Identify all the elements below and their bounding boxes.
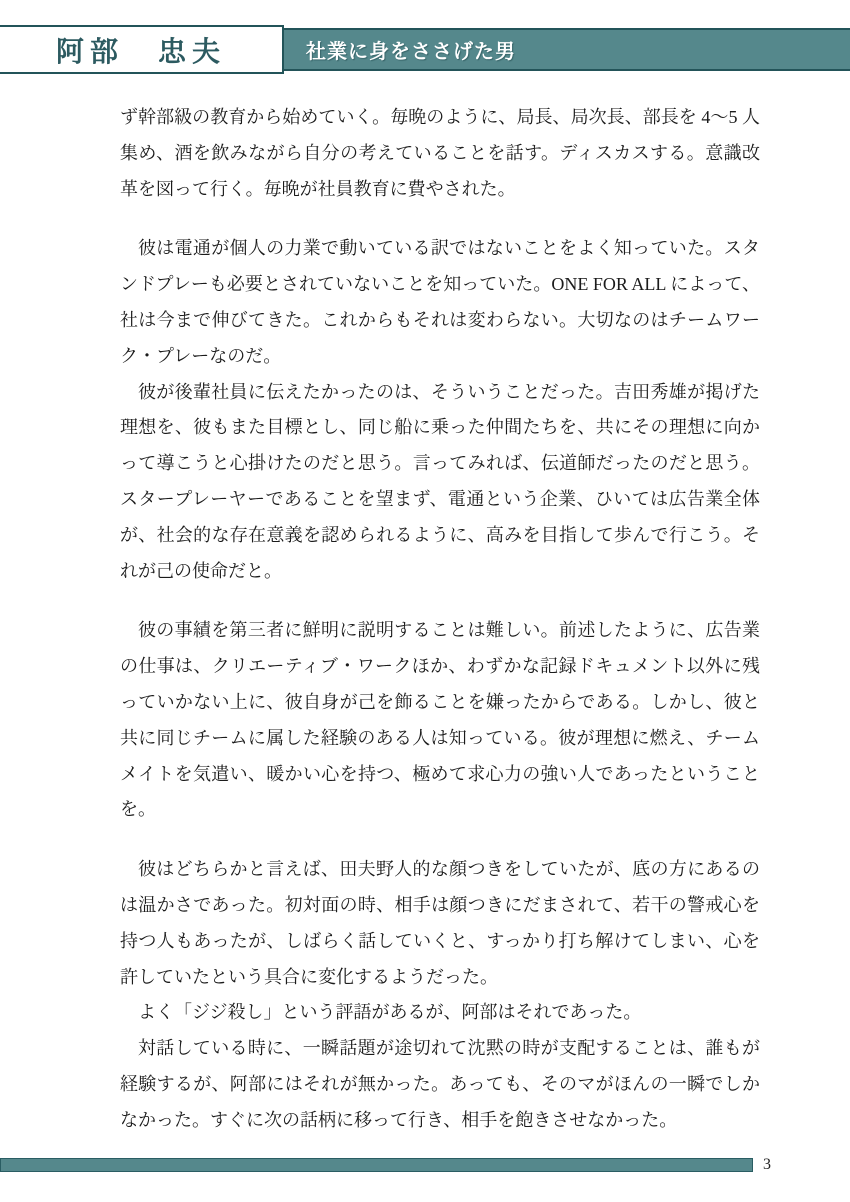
body-paragraph: 彼の事績を第三者に鮮明に説明することは難しい。前述したように、広告業の仕事は、クリエーティブ・ワークほか、わずかな記録ドキュメント以外に残っていかない上に、彼自身が己を飾ることを嫌ったからである。しかし、彼と共に同じチームに属した経験のある人は知っている。彼が理想に燃え、チームメイトを気遣い、暖かい心を持つ、極めて求心力の強い人であったということを。 (120, 620, 760, 820)
body-paragraph: 彼は電通が個人の力業で動いている訳ではないことをよく知っていた。スタンドプレーも必要とされていないことを知っていた。ONE FOR ALL によって、社は今まで伸びてきた。これからもそれは変わらない。大切なのはチームワーク・プレーなのだ。 (120, 238, 760, 366)
page-footer (0, 1156, 850, 1186)
page-body (120, 100, 760, 1139)
author-name-box (0, 25, 284, 74)
page-number: 3 (763, 1156, 771, 1173)
body-paragraph: よく「ジジ殺し」という評語があるが、阿部はそれであった。 (138, 1002, 642, 1023)
body-paragraph: 彼が後輩社員に伝えたかったのは、そういうことだった。吉田秀雄が掲げた理想を、彼もまた目標とし、同じ船に乗った仲間たちを、共にその理想に向かって導こうと心掛けたのだと思う。言ってみれば、伝道師だったのだと思う。スタープレーヤーであることを望まず、電通という企業、ひいては広告業全体が、社会的な存在意義を認められるように、高みを目指して歩んで行こう。それが己の使命だと。 (120, 381, 760, 581)
page-header (0, 0, 850, 80)
footer-bar (0, 1158, 753, 1172)
chapter-title: 社業に身をささげた男 (306, 41, 516, 63)
author-name: 阿部 忠夫 (55, 36, 226, 68)
body-paragraph: ず幹部級の教育から始めていく。毎晩のように、局長、局次長、部長を 4～5 人集め、酒を飲みながら自分の考えていることを話す。ディスカスする。意識改革を図って行く。毎晩が社員教育に費やされた。 (120, 107, 760, 199)
body-paragraph: 対話している時に、一瞬話題が途切れて沈黙の時が支配することは、誰もが経験するが、阿部にはそれが無かった。あっても、そのマがほんの一瞬でしかなかった。すぐに次の話柄に移って行き、相手を飽きさせなかった。 (120, 1038, 760, 1130)
body-paragraph: 彼はどちらかと言えば、田夫野人的な顔つきをしていたが、底の方にあるのは温かさであった。初対面の時、相手は顔つきにだまされて、若干の警戒心を持つ人もあったが、しばらく話していくと、すっかり打ち解けてしまい、心を許していたという具合に変化するようだった。 (120, 859, 760, 987)
